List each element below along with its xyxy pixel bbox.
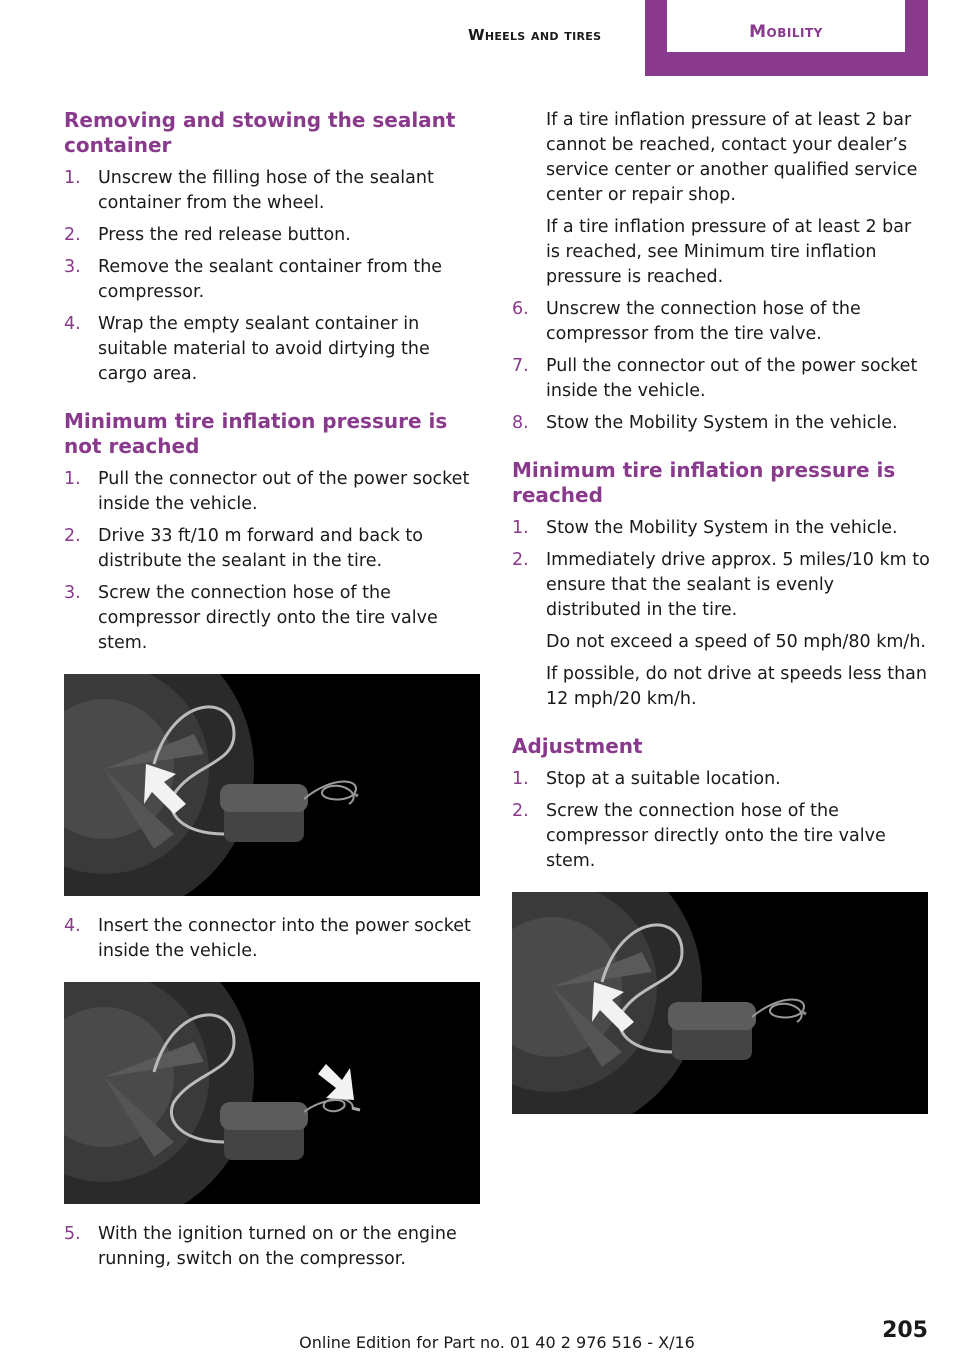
chapter-tab xyxy=(645,0,928,76)
heading-removing-sealant-container: Removing and stowing the sealant container xyxy=(64,108,456,157)
list-item: 8. Stow the Mobility System in the vehicle. xyxy=(512,413,898,433)
step-5-continued-text: If a tire inflation pressure of at least 2 bar cannot be reached, contact your dealer’s service center or another qualified service center or repair shop. xyxy=(546,110,918,205)
list-item: 2. Drive 33 ft/10 m forward and back to distribute the sealant in the tire. xyxy=(64,526,423,571)
list-item: 1. Pull the connector out of the power socket inside the vehicle. xyxy=(64,469,470,514)
compressor-illustration xyxy=(64,674,480,896)
list-item: 1. Stow the Mobility System in the vehicle. xyxy=(512,518,898,538)
list-adjustment-steps xyxy=(512,767,930,874)
chapter-tab-label: Mobility xyxy=(749,22,823,42)
list-item: 1. Stop at a suitable location. xyxy=(512,769,781,789)
list-item: 7. Pull the connector out of the power socket inside the vehicle. xyxy=(512,356,918,401)
figure-adjustment-hose-to-valve xyxy=(512,892,928,1114)
list-not-reached-steps xyxy=(64,467,482,656)
list-item: 5. With the ignition turned on or the engine running, switch on the compressor. xyxy=(64,1224,457,1269)
right-column xyxy=(512,108,930,1132)
list-item: 2. Screw the connection hose of the compressor directly onto the tire valve stem. xyxy=(512,801,886,871)
list-not-reached-step-4 xyxy=(64,914,482,964)
list-item: 3. Screw the connection hose of the compressor directly onto the tire valve stem. xyxy=(64,583,438,653)
list-not-reached-steps-continued xyxy=(512,297,930,436)
list-item: 1. Unscrew the filling hose of the sealant container from the wheel. xyxy=(64,168,434,213)
compressor-adjustment-illustration xyxy=(512,892,928,1114)
list-item: 4. Insert the connector into the power socket inside the vehicle. xyxy=(64,916,471,961)
heading-pressure-reached: Minimum tire inflation pressure is reached xyxy=(512,458,896,507)
left-column xyxy=(64,108,482,1279)
list-item: 6. Unscrew the connection hose of the compressor from the tire valve. xyxy=(512,299,861,344)
heading-adjustment: Adjustment xyxy=(512,734,643,758)
running-header-section: Wheels and tires xyxy=(468,26,602,44)
list-removing-steps xyxy=(64,166,482,387)
compressor-connector-illustration xyxy=(64,982,480,1204)
footer-edition: Online Edition for Part no. 01 40 2 976 516 - X/16 xyxy=(299,1333,695,1352)
list-reached-steps xyxy=(512,516,930,712)
list-item: 2. Press the red release button. xyxy=(64,225,351,245)
list-not-reached-step-5 xyxy=(64,1222,482,1272)
heading-pressure-not-reached: Minimum tire inflation pressure is not reached xyxy=(64,409,448,458)
list-item: 3. Remove the sealant container from the compressor. xyxy=(64,257,443,302)
list-item: 2. Immediately drive approx. 5 miles/10 km to ensure that the sealant is evenly distributed in the tire. Do not exceed a speed of 50 mph/80 km/h. If possible, do not drive at speeds less than 12 mph/20 km/h. xyxy=(512,550,930,709)
figure-compressor-hose-to-valve xyxy=(64,674,480,896)
step-5-continued-text-2: If a tire inflation pressure of at least 2 bar is reached, see Minimum tire inflation pressure is reached. xyxy=(546,217,912,287)
list-item: 4. Wrap the empty sealant container in suitable material to avoid dirtying the cargo area. xyxy=(64,314,430,384)
figure-connector-power-socket xyxy=(64,982,480,1204)
page-number: 205 xyxy=(882,1318,928,1343)
